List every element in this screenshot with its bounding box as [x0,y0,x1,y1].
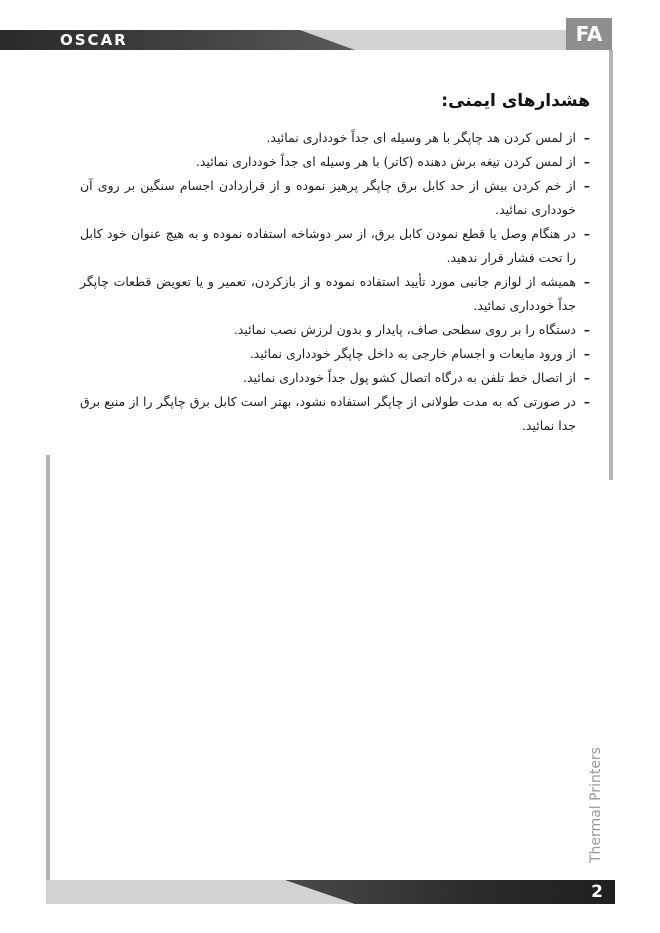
warning-text: از خم کردن بیش از حد کابل برق چاپگر پرهیز نموده و از قراردادن اجسام سنگین بر روی آن خودداری نمائید. [80,178,576,217]
bullet-dash: – [583,394,590,409]
warning-item [80,318,590,342]
warning-text: از لمس کردن تیغه برش دهنده (کاتر) با هر وسیله ای جداً خودداری نمائید. [195,154,576,169]
warning-text: از لمس کردن هد چاپگر با هر وسیله ای جداً خودداری نمائید. [266,130,576,145]
warning-item [80,150,590,174]
bullet-dash: – [583,346,590,361]
oscar-logo: OSCAR [60,31,128,49]
warning-text: در صورتی که به مدت طولانی از چاپگر استفاده نشود، بهتر است کابل برق چاپگر را از منبع برق جدا نمائید. [80,394,576,433]
right-side-rule [609,50,613,480]
warning-list [80,126,590,438]
warning-text: همیشه از لوازم جانبی مورد تأیید استفاده نموده و از بازکردن، تعمیر و یا تعویض قطعات چاپگر جداً خودداری نمائید. [80,274,576,313]
warning-text: دستگاه را بر روی سطحی صاف، پایدار و بدون لرزش نصب نمائید. [233,322,576,337]
warning-item [80,342,590,366]
bullet-dash: – [583,154,590,169]
bullet-dash: – [583,130,590,145]
warning-text: از اتصال خط تلفن به درگاه اتصال کشو پول جداً خودداری نمائید. [243,370,576,385]
page-number: 2 [591,882,603,902]
side-label-text: Thermal Printers [588,747,605,863]
language-badge: FA [566,18,612,50]
warning-item [80,270,590,318]
warning-item [80,390,590,438]
warning-item [80,222,590,270]
warning-text: در هنگام وصل یا قطع نمودن کابل برق، از سر دوشاخه استفاده نموده و به هیچ عنوان خود کابل را تحت فشار قرار ندهید. [80,226,576,265]
safety-warnings-section [80,88,590,438]
bullet-dash: – [583,226,590,241]
side-section-label [586,740,606,870]
bullet-dash: – [583,178,590,193]
left-side-rule [46,455,50,883]
bullet-dash: – [583,370,590,385]
warning-item [80,126,590,150]
section-title: هشدارهای ایمنی: [441,91,590,111]
header-dark-bar [0,30,355,50]
bullet-dash: – [583,274,590,289]
warning-item [80,366,590,390]
warning-item [80,174,590,222]
warning-text: از ورود مایعات و اجسام خارجی به داخل چاپگر خودداری نمائید. [249,346,576,361]
bullet-dash: – [583,322,590,337]
